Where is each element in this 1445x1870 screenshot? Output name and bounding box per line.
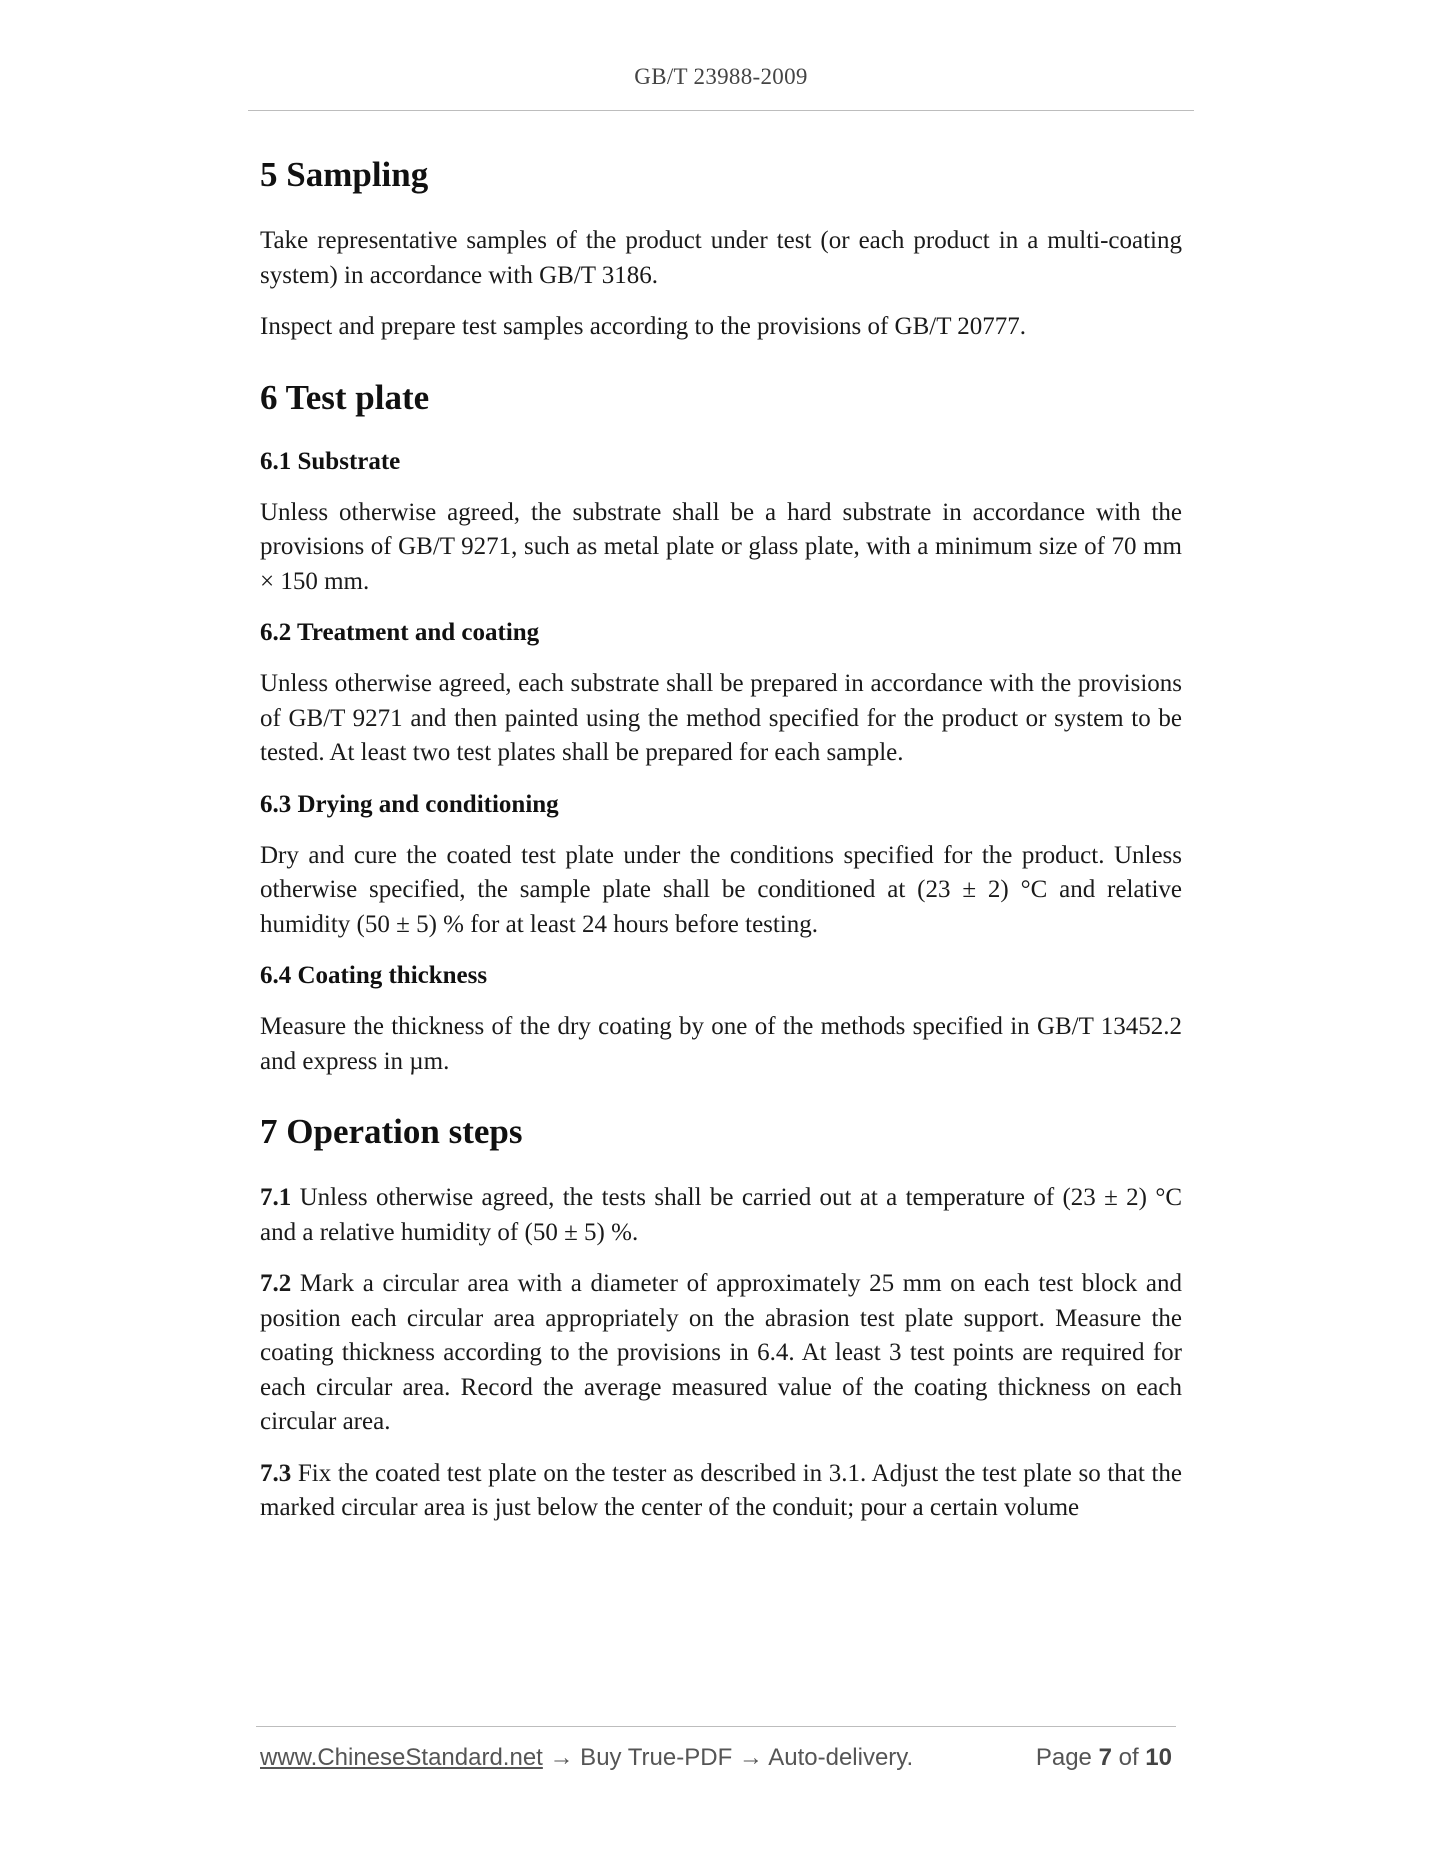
- section-6-3-paragraph: Dry and cure the coated test plate under the conditions specified for the product. Unless otherwise specified, the sample plate shall be conditioned at (23 ± 2) °C and relative humidity (50 ± 5) % for at least 24 hours before testing.: [260, 841, 1182, 938]
- page-current: 7: [1098, 1744, 1112, 1771]
- section-6-2-paragraph: Unless otherwise agreed, each substrate shall be prepared in accordance with the provisions of GB/T 9271 and then painted using the method specified for the product or system to be tested. At least two test plates shall be prepared for each sample.: [260, 670, 1182, 766]
- footer-divider: [256, 1726, 1176, 1727]
- section-7-1-number: 7.1: [260, 1184, 292, 1211]
- page-footer: [260, 1744, 1172, 1772]
- section-6-2-heading: 6.2 Treatment and coating: [260, 619, 540, 646]
- website-link[interactable]: www.ChineseStandard.net: [260, 1744, 543, 1771]
- footer-promo: → Buy True-PDF → Auto-delivery.: [549, 1744, 914, 1771]
- page-label: Page: [1035, 1744, 1092, 1771]
- section-5-paragraph-2: Inspect and prepare test samples according to the provisions of GB/T 20777.: [260, 313, 1027, 340]
- section-7-2-number: 7.2: [260, 1270, 292, 1297]
- header-divider: [248, 110, 1194, 111]
- section-5-paragraph-1: Take representative samples of the product under test (or each product in a multi-coating system) in accordance with GB/T 3186.: [260, 227, 1182, 289]
- document-body: [260, 152, 1182, 1526]
- page-indicator: [1036, 1744, 1172, 1772]
- section-7-3-paragraph: [260, 1457, 1182, 1526]
- section-7-1-text: Unless otherwise agreed, the tests shall be carried out at a temperature of (23 ± 2) °C and a relative humidity of (50 ± 5) %.: [260, 1184, 1183, 1246]
- page-of-label: of: [1118, 1744, 1139, 1771]
- section-7-heading: 7 Operation steps: [260, 1112, 523, 1151]
- section-6-1-paragraph: Unless otherwise agreed, the substrate shall be a hard substrate in accordance with the provisions of GB/T 9271, such as metal plate or glass plate, with a minimum size of 70 mm × 150 mm.: [260, 498, 1182, 595]
- page-total: 10: [1145, 1744, 1172, 1771]
- section-7-2-text: Mark a circular area with a diameter of approximately 25 mm on each test block and position each circular area appropriately on the abrasion test plate support. Measure the coating thickness according to the provisions in 6.4. At least 3 test points are required for each circular area. Record the average measured value of the coating thickness on each circular area.: [260, 1270, 1183, 1435]
- section-6-3-heading: 6.3 Drying and conditioning: [260, 790, 559, 818]
- section-6-heading: 6 Test plate: [260, 377, 430, 417]
- section-7-2-paragraph: [260, 1267, 1182, 1440]
- section-6-4-heading: 6.4 Coating thickness: [260, 962, 488, 989]
- section-7-3-text: Fix the coated test plate on the tester as described in 3.1. Adjust the test plate so that the marked circular area is just below the center of the conduit; pour a certain volume: [260, 1459, 1182, 1521]
- section-7-3-number: 7.3: [260, 1459, 292, 1487]
- section-6-1-heading: 6.1 Substrate: [260, 447, 401, 475]
- section-6-4-paragraph: Measure the thickness of the dry coating by one of the methods specified in GB/T 13452.2 and express in µm.: [260, 1013, 1182, 1075]
- section-7-1-paragraph: [260, 1181, 1182, 1250]
- document-header: GB/T 23988-2009: [634, 64, 808, 89]
- section-5-heading: 5 Sampling: [260, 155, 429, 194]
